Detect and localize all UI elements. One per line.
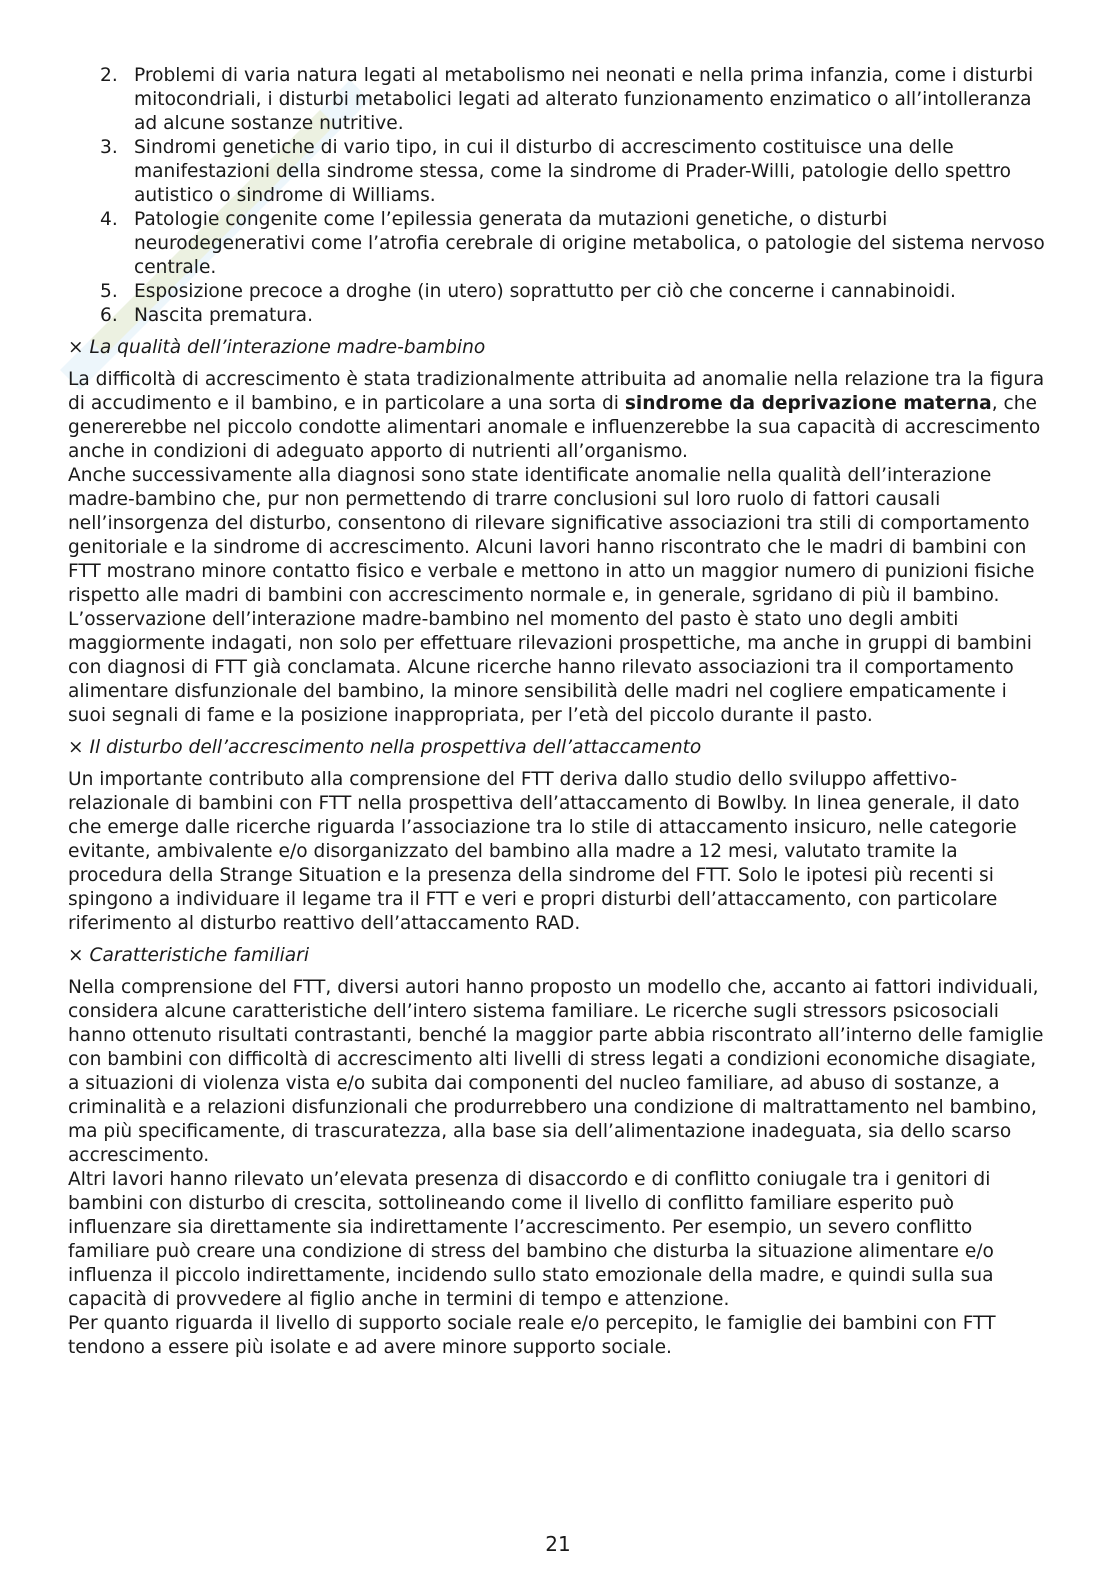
list-text: Sindromi genetiche di vario tipo, in cui il disturbo di accrescimento costituisce una delle manifestazioni della sindrome stessa, come la sindrome di Prader-Willi, patologie dello spettro autistico o sindrome di Williams. bbox=[134, 137, 1012, 206]
list-number: 4. bbox=[100, 209, 118, 230]
list-text: Problemi di varia natura legati al metabolismo nei neonati e nella prima infanzia, come i disturbi mitocondriali, i disturbi metabolici legati ad alterato funzionamento enzimatico o all’intolleranza ad alcune sostanze nutritive. bbox=[134, 65, 1034, 134]
bold-term: sindrome da deprivazione materna bbox=[624, 393, 992, 414]
list-text: Nascita prematura. bbox=[134, 305, 313, 326]
list-number: 5. bbox=[100, 281, 118, 302]
paragraph: L’osservazione dell’interazione madre-bambino nel momento del pasto è stato uno degli ambiti maggiormente indagati, non solo per effettuare rilevazioni prospettiche, ma anche in gruppi di bambini con diagnosi di FTT già conclamata. Alcune ricerche hanno rilevato associazioni tra il comportamento alimentare disfunzionale del bambino, la minore sensibilità delle madri nel cogliere empaticamente i suoi segnali di fame e la posizione inappropriata, per l’età del piccolo durante il pasto. bbox=[68, 609, 1032, 726]
list-number: 6. bbox=[100, 305, 118, 326]
paragraph bbox=[68, 368, 1048, 464]
list-item bbox=[68, 208, 1048, 280]
paragraph: Anche successivamente alla diagnosi sono state identificate anomalie nella qualità dell’interazione madre-bambino che, pur non permettendo di trarre conclusioni sul loro ruolo di fattori causali nell’insorgenza del disturbo, consentono di rilevare significative associazioni tra stili di comportamento genitoriale e la sindrome di accrescimento. Alcuni lavori hanno riscontrato che le madri di bambini con FTT mostrano minore contatto fisico e verbale e mettono in atto un maggior numero di punizioni fisiche rispetto alle madri di bambini con accrescimento normale e, in generale, sgridano di più il bambino. bbox=[68, 465, 1035, 606]
list-item bbox=[68, 136, 1048, 208]
list-number: 3. bbox=[100, 137, 118, 158]
list-text: Patologie congenite come l’epilessia generata da mutazioni genetiche, o disturbi neurodegenerativi come l’atrofia cerebrale di origine metabolica, o patologie del sistema nervoso centrale. bbox=[134, 209, 1045, 278]
page-number: 21 bbox=[545, 1532, 571, 1556]
text-run: La difficoltà di accrescimento è stata tradizionalmente attribuita ad anomalie nella relazione tra la figura di accudimento e il bambino, e in particolare a una sorta di bbox=[68, 369, 1045, 414]
section-heading: × La qualità dell’interazione madre-bambino bbox=[68, 337, 486, 358]
paragraph: Altri lavori hanno rilevato un’elevata presenza di disaccordo e di conflitto coniugale tra i genitori di bambini con disturbo di crescita, sottolineando come il livello di conflitto familiare esperito può influenzare sia direttamente sia indirettamente l’accrescimento. Per esempio, un severo conflitto familiare può creare una condizione di stress del bambino che disturba la situazione alimentare e/o influenza il piccolo indirettamente, incidendo sullo stato emozionale della madre, e quindi sulla sua capacità di provvedere al figlio anche in termini di tempo e attenzione. bbox=[68, 1169, 994, 1310]
numbered-list bbox=[68, 64, 1048, 328]
list-item bbox=[68, 280, 1048, 304]
list-number: 2. bbox=[100, 65, 118, 86]
list-text: Esposizione precoce a droghe (in utero) soprattutto per ciò che concerne i cannabinoidi. bbox=[134, 281, 956, 302]
paragraph: Per quanto riguarda il livello di supporto sociale reale e/o percepito, le famiglie dei bambini con FTT tendono a essere più isolate e ad avere minore supporto sociale. bbox=[68, 1313, 996, 1358]
list-item bbox=[68, 64, 1048, 136]
document-page bbox=[68, 64, 1048, 1368]
section-heading: × Caratteristiche familiari bbox=[68, 945, 309, 966]
list-item bbox=[68, 304, 1048, 328]
paragraph: Nella comprensione del FTT, diversi autori hanno proposto un modello che, accanto ai fattori individuali, considera alcune caratteristiche dell’intero sistema familiare. Le ricerche sugli stressors psicosociali hanno ottenuto risultati contrastanti, benché la maggior parte abbia riscontrato all’interno delle famiglie con bambini con difficoltà di accrescimento alti livelli di stress legati a condizioni economiche disagiate, a situazioni di violenza vista e/o subita dai componenti del nucleo familiare, ad abuso di sostanze, a criminalità e a relazioni disfunzionali che produrrebbero una condizione di maltrattamento nel bambino, ma più specificamente, di trascuratezza, alla base sia dell’alimentazione inadeguata, sia dello scarso accrescimento. bbox=[68, 977, 1044, 1166]
section-attachment bbox=[68, 736, 1048, 936]
section-interaction bbox=[68, 336, 1048, 728]
text-run: , che genererebbe nel piccolo condotte alimentari anomale e influenzerebbe la sua capacità di accrescimento anche in condizioni di adeguato apporto di nutrienti all’organismo. bbox=[68, 393, 1041, 462]
paragraph: Un importante contributo alla comprensione del FTT deriva dallo studio dello sviluppo affettivo-relazionale di bambini con FTT nella prospettiva dell’attaccamento di Bowlby. In linea generale, il dato che emerge dalle ricerche riguarda l’associazione tra lo stile di attaccamento insicuro, nelle categorie evitante, ambivalente e/o disorganizzato del bambino alla madre a 12 mesi, valutato tramite la procedura della Strange Situation e la presenza della sindrome del FTT. Solo le ipotesi più recenti si spingono a individuare il legame tra il FTT e veri e propri disturbi dell’attaccamento, con particolare riferimento al disturbo reattivo dell’attaccamento RAD. bbox=[68, 769, 1020, 934]
section-family bbox=[68, 944, 1048, 1360]
section-heading: × Il disturbo dell’accrescimento nella prospettiva dell’attaccamento bbox=[68, 737, 702, 758]
